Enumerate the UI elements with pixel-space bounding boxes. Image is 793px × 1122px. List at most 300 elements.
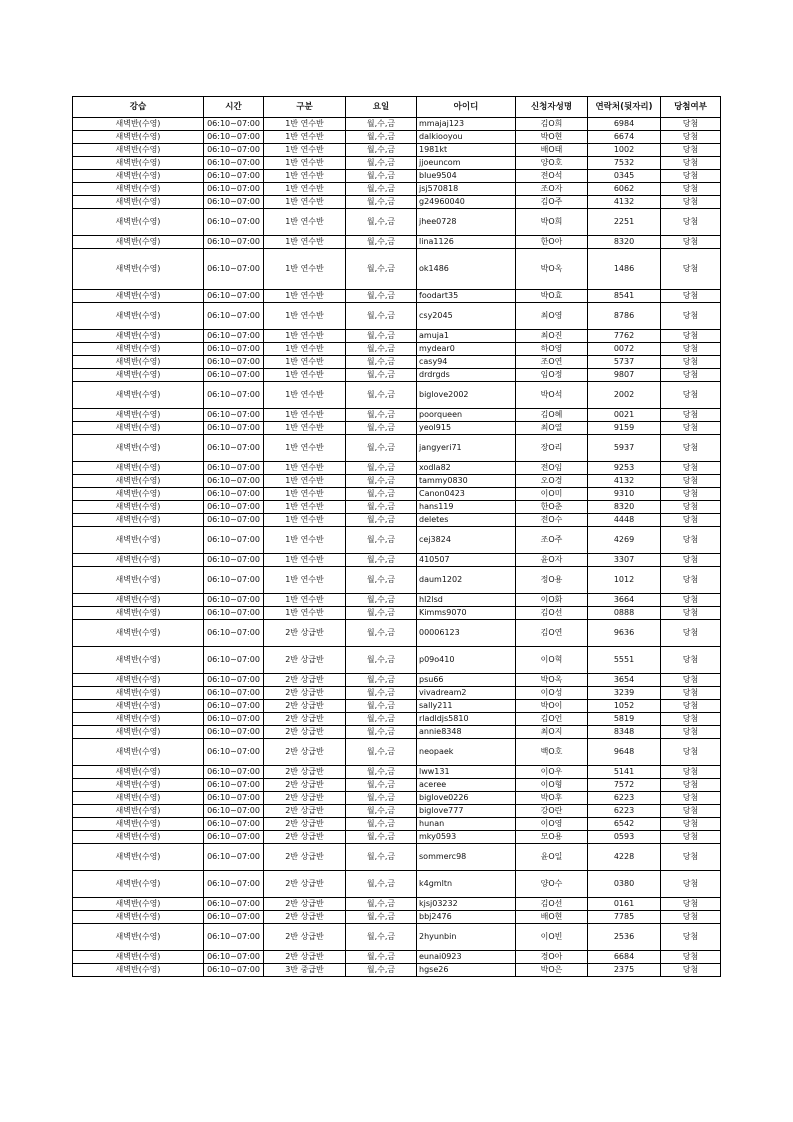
- cell-days: 월,수,금: [346, 527, 417, 554]
- cell-time: 06:10~07:00: [204, 844, 264, 871]
- cell-user-id: xodla82: [417, 462, 516, 475]
- table-row: [73, 209, 721, 236]
- cell-result: 당첨: [661, 647, 721, 674]
- cell-lesson: 새벽반(수영): [73, 422, 204, 435]
- cell-user-id: psu66: [417, 674, 516, 687]
- cell-applicant-name: 최O열: [516, 422, 588, 435]
- table-row: [73, 739, 721, 766]
- cell-time: 06:10~07:00: [204, 422, 264, 435]
- cell-applicant-name: 윤O자: [516, 554, 588, 567]
- cell-user-id: ok1486: [417, 249, 516, 290]
- cell-applicant-name: 박O희: [516, 209, 588, 236]
- cell-result: 당첨: [661, 674, 721, 687]
- cell-result: 당첨: [661, 805, 721, 818]
- cell-days: 월,수,금: [346, 514, 417, 527]
- cell-lesson: 새벽반(수영): [73, 356, 204, 369]
- cell-days: 월,수,금: [346, 170, 417, 183]
- cell-class: 1반 연수반: [264, 594, 346, 607]
- cell-result: 당첨: [661, 157, 721, 170]
- cell-user-id: lww131: [417, 766, 516, 779]
- cell-days: 월,수,금: [346, 805, 417, 818]
- cell-user-id: p09o410: [417, 647, 516, 674]
- cell-result: 당첨: [661, 620, 721, 647]
- table-row: [73, 488, 721, 501]
- table-row: [73, 792, 721, 805]
- cell-time: 06:10~07:00: [204, 249, 264, 290]
- cell-phone-last-digits: 0021: [588, 409, 661, 422]
- cell-phone-last-digits: 9253: [588, 462, 661, 475]
- cell-days: 월,수,금: [346, 209, 417, 236]
- table-header-row: [73, 97, 721, 118]
- cell-class: 1반 연수반: [264, 369, 346, 382]
- cell-applicant-name: 장O리: [516, 435, 588, 462]
- cell-phone-last-digits: 8541: [588, 290, 661, 303]
- cell-result: 당첨: [661, 951, 721, 964]
- cell-user-id: 1981kt: [417, 144, 516, 157]
- cell-lesson: 새벽반(수영): [73, 249, 204, 290]
- cell-class: 1반 연수반: [264, 131, 346, 144]
- cell-time: 06:10~07:00: [204, 739, 264, 766]
- cell-time: 06:10~07:00: [204, 964, 264, 977]
- cell-user-id: biglove0226: [417, 792, 516, 805]
- cell-result: 당첨: [661, 488, 721, 501]
- cell-lesson: 새벽반(수영): [73, 818, 204, 831]
- cell-days: 월,수,금: [346, 475, 417, 488]
- cell-days: 월,수,금: [346, 343, 417, 356]
- cell-time: 06:10~07:00: [204, 209, 264, 236]
- table-row: [73, 647, 721, 674]
- cell-result: 당첨: [661, 607, 721, 620]
- table-body: [73, 118, 721, 977]
- cell-result: 당첨: [661, 713, 721, 726]
- cell-phone-last-digits: 8320: [588, 501, 661, 514]
- table-row: [73, 713, 721, 726]
- cell-user-id: deletes: [417, 514, 516, 527]
- cell-applicant-name: 전O석: [516, 170, 588, 183]
- cell-applicant-name: 김O희: [516, 118, 588, 131]
- cell-time: 06:10~07:00: [204, 620, 264, 647]
- table-row: [73, 409, 721, 422]
- cell-result: 당첨: [661, 290, 721, 303]
- cell-phone-last-digits: 8320: [588, 236, 661, 249]
- cell-applicant-name: 박O효: [516, 290, 588, 303]
- cell-class: 1반 연수반: [264, 330, 346, 343]
- cell-time: 06:10~07:00: [204, 170, 264, 183]
- cell-class: 1반 연수반: [264, 209, 346, 236]
- cell-result: 당첨: [661, 726, 721, 739]
- cell-applicant-name: 조O연: [516, 356, 588, 369]
- cell-applicant-name: 조O주: [516, 527, 588, 554]
- cell-phone-last-digits: 5737: [588, 356, 661, 369]
- cell-user-id: casy94: [417, 356, 516, 369]
- cell-result: 당첨: [661, 303, 721, 330]
- cell-time: 06:10~07:00: [204, 647, 264, 674]
- cell-time: 06:10~07:00: [204, 409, 264, 422]
- cell-class: 2반 상급반: [264, 924, 346, 951]
- cell-time: 06:10~07:00: [204, 382, 264, 409]
- table-row: [73, 196, 721, 209]
- cell-time: 06:10~07:00: [204, 567, 264, 594]
- cell-lesson: 새벽반(수영): [73, 792, 204, 805]
- cell-applicant-name: 이O형: [516, 779, 588, 792]
- cell-time: 06:10~07:00: [204, 805, 264, 818]
- table-row: [73, 343, 721, 356]
- cell-user-id: hunan: [417, 818, 516, 831]
- cell-days: 월,수,금: [346, 951, 417, 964]
- cell-phone-last-digits: 4448: [588, 514, 661, 527]
- cell-class: 1반 연수반: [264, 356, 346, 369]
- cell-days: 월,수,금: [346, 779, 417, 792]
- cell-lesson: 새벽반(수영): [73, 739, 204, 766]
- table-row: [73, 157, 721, 170]
- cell-class: 1반 연수반: [264, 144, 346, 157]
- cell-days: 월,수,금: [346, 303, 417, 330]
- cell-applicant-name: 김O언: [516, 713, 588, 726]
- cell-user-id: Kimms9070: [417, 607, 516, 620]
- cell-user-id: tammy0830: [417, 475, 516, 488]
- cell-days: 월,수,금: [346, 844, 417, 871]
- cell-result: 당첨: [661, 844, 721, 871]
- cell-user-id: bbj2476: [417, 911, 516, 924]
- cell-days: 월,수,금: [346, 501, 417, 514]
- cell-lesson: 새벽반(수영): [73, 607, 204, 620]
- cell-lesson: 새벽반(수영): [73, 131, 204, 144]
- cell-applicant-name: 박O후: [516, 792, 588, 805]
- cell-phone-last-digits: 0161: [588, 898, 661, 911]
- cell-class: 1반 연수반: [264, 435, 346, 462]
- cell-time: 06:10~07:00: [204, 514, 264, 527]
- cell-user-id: lina1126: [417, 236, 516, 249]
- cell-result: 당첨: [661, 422, 721, 435]
- cell-days: 월,수,금: [346, 183, 417, 196]
- cell-phone-last-digits: 0380: [588, 871, 661, 898]
- cell-time: 06:10~07:00: [204, 713, 264, 726]
- cell-applicant-name: 배O태: [516, 144, 588, 157]
- cell-class: 1반 연수반: [264, 501, 346, 514]
- header-result: 당첨여부: [661, 97, 721, 118]
- cell-applicant-name: 이O화: [516, 594, 588, 607]
- cell-result: 당첨: [661, 924, 721, 951]
- cell-class: 2반 상급반: [264, 766, 346, 779]
- cell-time: 06:10~07:00: [204, 594, 264, 607]
- cell-time: 06:10~07:00: [204, 157, 264, 170]
- cell-applicant-name: 양O호: [516, 157, 588, 170]
- cell-lesson: 새벽반(수영): [73, 501, 204, 514]
- cell-class: 1반 연수반: [264, 118, 346, 131]
- cell-days: 월,수,금: [346, 687, 417, 700]
- cell-user-id: foodart35: [417, 290, 516, 303]
- cell-applicant-name: 이O성: [516, 687, 588, 700]
- cell-class: 1반 연수반: [264, 422, 346, 435]
- header-user-id: 아이디: [417, 97, 516, 118]
- cell-class: 2반 상급반: [264, 620, 346, 647]
- cell-class: 2반 상급반: [264, 726, 346, 739]
- cell-user-id: 00006123: [417, 620, 516, 647]
- cell-result: 당첨: [661, 330, 721, 343]
- table-row: [73, 951, 721, 964]
- cell-class: 2반 상급반: [264, 831, 346, 844]
- cell-applicant-name: 한O춘: [516, 501, 588, 514]
- cell-days: 월,수,금: [346, 422, 417, 435]
- cell-result: 당첨: [661, 196, 721, 209]
- table-row: [73, 435, 721, 462]
- cell-lesson: 새벽반(수영): [73, 805, 204, 818]
- cell-days: 월,수,금: [346, 196, 417, 209]
- cell-days: 월,수,금: [346, 554, 417, 567]
- cell-phone-last-digits: 6223: [588, 792, 661, 805]
- cell-user-id: sommerc98: [417, 844, 516, 871]
- cell-result: 당첨: [661, 183, 721, 196]
- cell-applicant-name: 전O임: [516, 462, 588, 475]
- cell-result: 당첨: [661, 818, 721, 831]
- cell-phone-last-digits: 4269: [588, 527, 661, 554]
- cell-days: 월,수,금: [346, 911, 417, 924]
- cell-phone-last-digits: 7532: [588, 157, 661, 170]
- cell-days: 월,수,금: [346, 739, 417, 766]
- cell-days: 월,수,금: [346, 831, 417, 844]
- cell-phone-last-digits: 9636: [588, 620, 661, 647]
- cell-user-id: k4gmltn: [417, 871, 516, 898]
- cell-phone-last-digits: 9807: [588, 369, 661, 382]
- cell-applicant-name: 이O빈: [516, 924, 588, 951]
- cell-phone-last-digits: 6674: [588, 131, 661, 144]
- cell-user-id: kjsj03232: [417, 898, 516, 911]
- cell-class: 1반 연수반: [264, 236, 346, 249]
- cell-time: 06:10~07:00: [204, 144, 264, 157]
- cell-days: 월,수,금: [346, 567, 417, 594]
- cell-applicant-name: 이O미: [516, 488, 588, 501]
- cell-time: 06:10~07:00: [204, 871, 264, 898]
- cell-phone-last-digits: 3307: [588, 554, 661, 567]
- cell-result: 당첨: [661, 435, 721, 462]
- cell-class: 1반 연수반: [264, 527, 346, 554]
- table-row: [73, 674, 721, 687]
- cell-class: 1반 연수반: [264, 567, 346, 594]
- cell-user-id: Canon0423: [417, 488, 516, 501]
- cell-result: 당첨: [661, 369, 721, 382]
- table-row: [73, 249, 721, 290]
- table-row: [73, 369, 721, 382]
- cell-user-id: jsj570818: [417, 183, 516, 196]
- cell-time: 06:10~07:00: [204, 818, 264, 831]
- cell-user-id: mky0593: [417, 831, 516, 844]
- table-row: [73, 170, 721, 183]
- cell-applicant-name: 임O정: [516, 369, 588, 382]
- cell-days: 월,수,금: [346, 594, 417, 607]
- cell-phone-last-digits: 9648: [588, 739, 661, 766]
- cell-time: 06:10~07:00: [204, 527, 264, 554]
- cell-phone-last-digits: 5937: [588, 435, 661, 462]
- cell-days: 월,수,금: [346, 620, 417, 647]
- table-row: [73, 818, 721, 831]
- cell-class: 1반 연수반: [264, 462, 346, 475]
- cell-days: 월,수,금: [346, 236, 417, 249]
- cell-class: 1반 연수반: [264, 290, 346, 303]
- cell-time: 06:10~07:00: [204, 131, 264, 144]
- table-row: [73, 475, 721, 488]
- cell-lesson: 새벽반(수영): [73, 620, 204, 647]
- cell-time: 06:10~07:00: [204, 951, 264, 964]
- cell-applicant-name: 최O진: [516, 330, 588, 343]
- cell-class: 1반 연수반: [264, 382, 346, 409]
- cell-result: 당첨: [661, 594, 721, 607]
- cell-time: 06:10~07:00: [204, 356, 264, 369]
- table-row: [73, 356, 721, 369]
- cell-lesson: 새벽반(수영): [73, 303, 204, 330]
- cell-time: 06:10~07:00: [204, 911, 264, 924]
- cell-result: 당첨: [661, 567, 721, 594]
- cell-days: 월,수,금: [346, 157, 417, 170]
- cell-applicant-name: 박O은: [516, 964, 588, 977]
- cell-user-id: 2hyunbin: [417, 924, 516, 951]
- cell-phone-last-digits: 5819: [588, 713, 661, 726]
- cell-class: 2반 상급반: [264, 792, 346, 805]
- cell-lesson: 새벽반(수영): [73, 157, 204, 170]
- cell-lesson: 새벽반(수영): [73, 527, 204, 554]
- cell-user-id: poorqueen: [417, 409, 516, 422]
- cell-class: 1반 연수반: [264, 475, 346, 488]
- cell-phone-last-digits: 5141: [588, 766, 661, 779]
- cell-phone-last-digits: 1002: [588, 144, 661, 157]
- cell-user-id: rladldjs5810: [417, 713, 516, 726]
- cell-result: 당첨: [661, 501, 721, 514]
- cell-days: 월,수,금: [346, 964, 417, 977]
- cell-result: 당첨: [661, 964, 721, 977]
- cell-user-id: eunai0923: [417, 951, 516, 964]
- cell-phone-last-digits: 2375: [588, 964, 661, 977]
- cell-lesson: 새벽반(수영): [73, 514, 204, 527]
- cell-applicant-name: 최O영: [516, 303, 588, 330]
- cell-applicant-name: 김O선: [516, 607, 588, 620]
- cell-lesson: 새벽반(수영): [73, 647, 204, 674]
- cell-class: 2반 상급반: [264, 844, 346, 871]
- cell-user-id: csy2045: [417, 303, 516, 330]
- cell-days: 월,수,금: [346, 249, 417, 290]
- cell-lesson: 새벽반(수영): [73, 118, 204, 131]
- cell-time: 06:10~07:00: [204, 501, 264, 514]
- cell-class: 1반 연수반: [264, 343, 346, 356]
- header-lesson: 강습: [73, 97, 204, 118]
- cell-time: 06:10~07:00: [204, 475, 264, 488]
- table-row: [73, 844, 721, 871]
- table-row: [73, 527, 721, 554]
- table-row: [73, 462, 721, 475]
- cell-lesson: 새벽반(수영): [73, 475, 204, 488]
- cell-applicant-name: 이O우: [516, 766, 588, 779]
- cell-lesson: 새벽반(수영): [73, 924, 204, 951]
- cell-days: 월,수,금: [346, 131, 417, 144]
- cell-class: 2반 상급반: [264, 951, 346, 964]
- header-class: 구분: [264, 97, 346, 118]
- cell-time: 06:10~07:00: [204, 687, 264, 700]
- table-row: [73, 871, 721, 898]
- cell-class: 2반 상급반: [264, 739, 346, 766]
- cell-phone-last-digits: 4132: [588, 475, 661, 488]
- cell-lesson: 새벽반(수영): [73, 726, 204, 739]
- cell-time: 06:10~07:00: [204, 779, 264, 792]
- table-row: [73, 726, 721, 739]
- cell-days: 월,수,금: [346, 647, 417, 674]
- cell-time: 06:10~07:00: [204, 183, 264, 196]
- cell-days: 월,수,금: [346, 330, 417, 343]
- cell-class: 1반 연수반: [264, 157, 346, 170]
- cell-phone-last-digits: 4228: [588, 844, 661, 871]
- cell-class: 1반 연수반: [264, 196, 346, 209]
- cell-applicant-name: 윤O일: [516, 844, 588, 871]
- cell-applicant-name: 백O호: [516, 739, 588, 766]
- cell-applicant-name: 전O수: [516, 514, 588, 527]
- cell-time: 06:10~07:00: [204, 924, 264, 951]
- cell-user-id: jjoeuncom: [417, 157, 516, 170]
- cell-class: 3반 중급반: [264, 964, 346, 977]
- cell-time: 06:10~07:00: [204, 303, 264, 330]
- cell-class: 2반 상급반: [264, 898, 346, 911]
- cell-lesson: 새벽반(수영): [73, 409, 204, 422]
- cell-result: 당첨: [661, 462, 721, 475]
- table-row: [73, 766, 721, 779]
- header-phone-last-digits: 연락처(뒷자리): [588, 97, 661, 118]
- header-days: 요일: [346, 97, 417, 118]
- cell-time: 06:10~07:00: [204, 343, 264, 356]
- cell-applicant-name: 박O이: [516, 700, 588, 713]
- cell-time: 06:10~07:00: [204, 607, 264, 620]
- cell-days: 월,수,금: [346, 766, 417, 779]
- cell-class: 1반 연수반: [264, 170, 346, 183]
- cell-user-id: cej3824: [417, 527, 516, 554]
- table-row: [73, 567, 721, 594]
- cell-applicant-name: 박O옥: [516, 249, 588, 290]
- cell-days: 월,수,금: [346, 726, 417, 739]
- cell-lesson: 새벽반(수영): [73, 964, 204, 977]
- cell-phone-last-digits: 3664: [588, 594, 661, 607]
- table-row: [73, 805, 721, 818]
- cell-user-id: biglove2002: [417, 382, 516, 409]
- cell-applicant-name: 김O선: [516, 898, 588, 911]
- cell-lesson: 새벽반(수영): [73, 196, 204, 209]
- cell-phone-last-digits: 8348: [588, 726, 661, 739]
- cell-time: 06:10~07:00: [204, 290, 264, 303]
- cell-phone-last-digits: 7762: [588, 330, 661, 343]
- cell-user-id: drdrgds: [417, 369, 516, 382]
- header-time: 시간: [204, 97, 264, 118]
- cell-applicant-name: 경O아: [516, 951, 588, 964]
- cell-user-id: g24960040: [417, 196, 516, 209]
- cell-user-id: mydear0: [417, 343, 516, 356]
- cell-lesson: 새벽반(수영): [73, 144, 204, 157]
- cell-lesson: 새벽반(수영): [73, 951, 204, 964]
- cell-result: 당첨: [661, 356, 721, 369]
- cell-time: 06:10~07:00: [204, 435, 264, 462]
- cell-result: 당첨: [661, 170, 721, 183]
- table-row: [73, 144, 721, 157]
- cell-lesson: 새벽반(수영): [73, 382, 204, 409]
- cell-lesson: 새벽반(수영): [73, 369, 204, 382]
- table-row: [73, 131, 721, 144]
- cell-lesson: 새벽반(수영): [73, 844, 204, 871]
- cell-phone-last-digits: 6223: [588, 805, 661, 818]
- cell-phone-last-digits: 4132: [588, 196, 661, 209]
- cell-lesson: 새벽반(수영): [73, 183, 204, 196]
- cell-phone-last-digits: 6984: [588, 118, 661, 131]
- cell-phone-last-digits: 2536: [588, 924, 661, 951]
- table-row: [73, 290, 721, 303]
- cell-result: 당첨: [661, 382, 721, 409]
- cell-phone-last-digits: 6542: [588, 818, 661, 831]
- cell-applicant-name: 박O석: [516, 382, 588, 409]
- cell-days: 월,수,금: [346, 488, 417, 501]
- table-row: [73, 687, 721, 700]
- cell-phone-last-digits: 0072: [588, 343, 661, 356]
